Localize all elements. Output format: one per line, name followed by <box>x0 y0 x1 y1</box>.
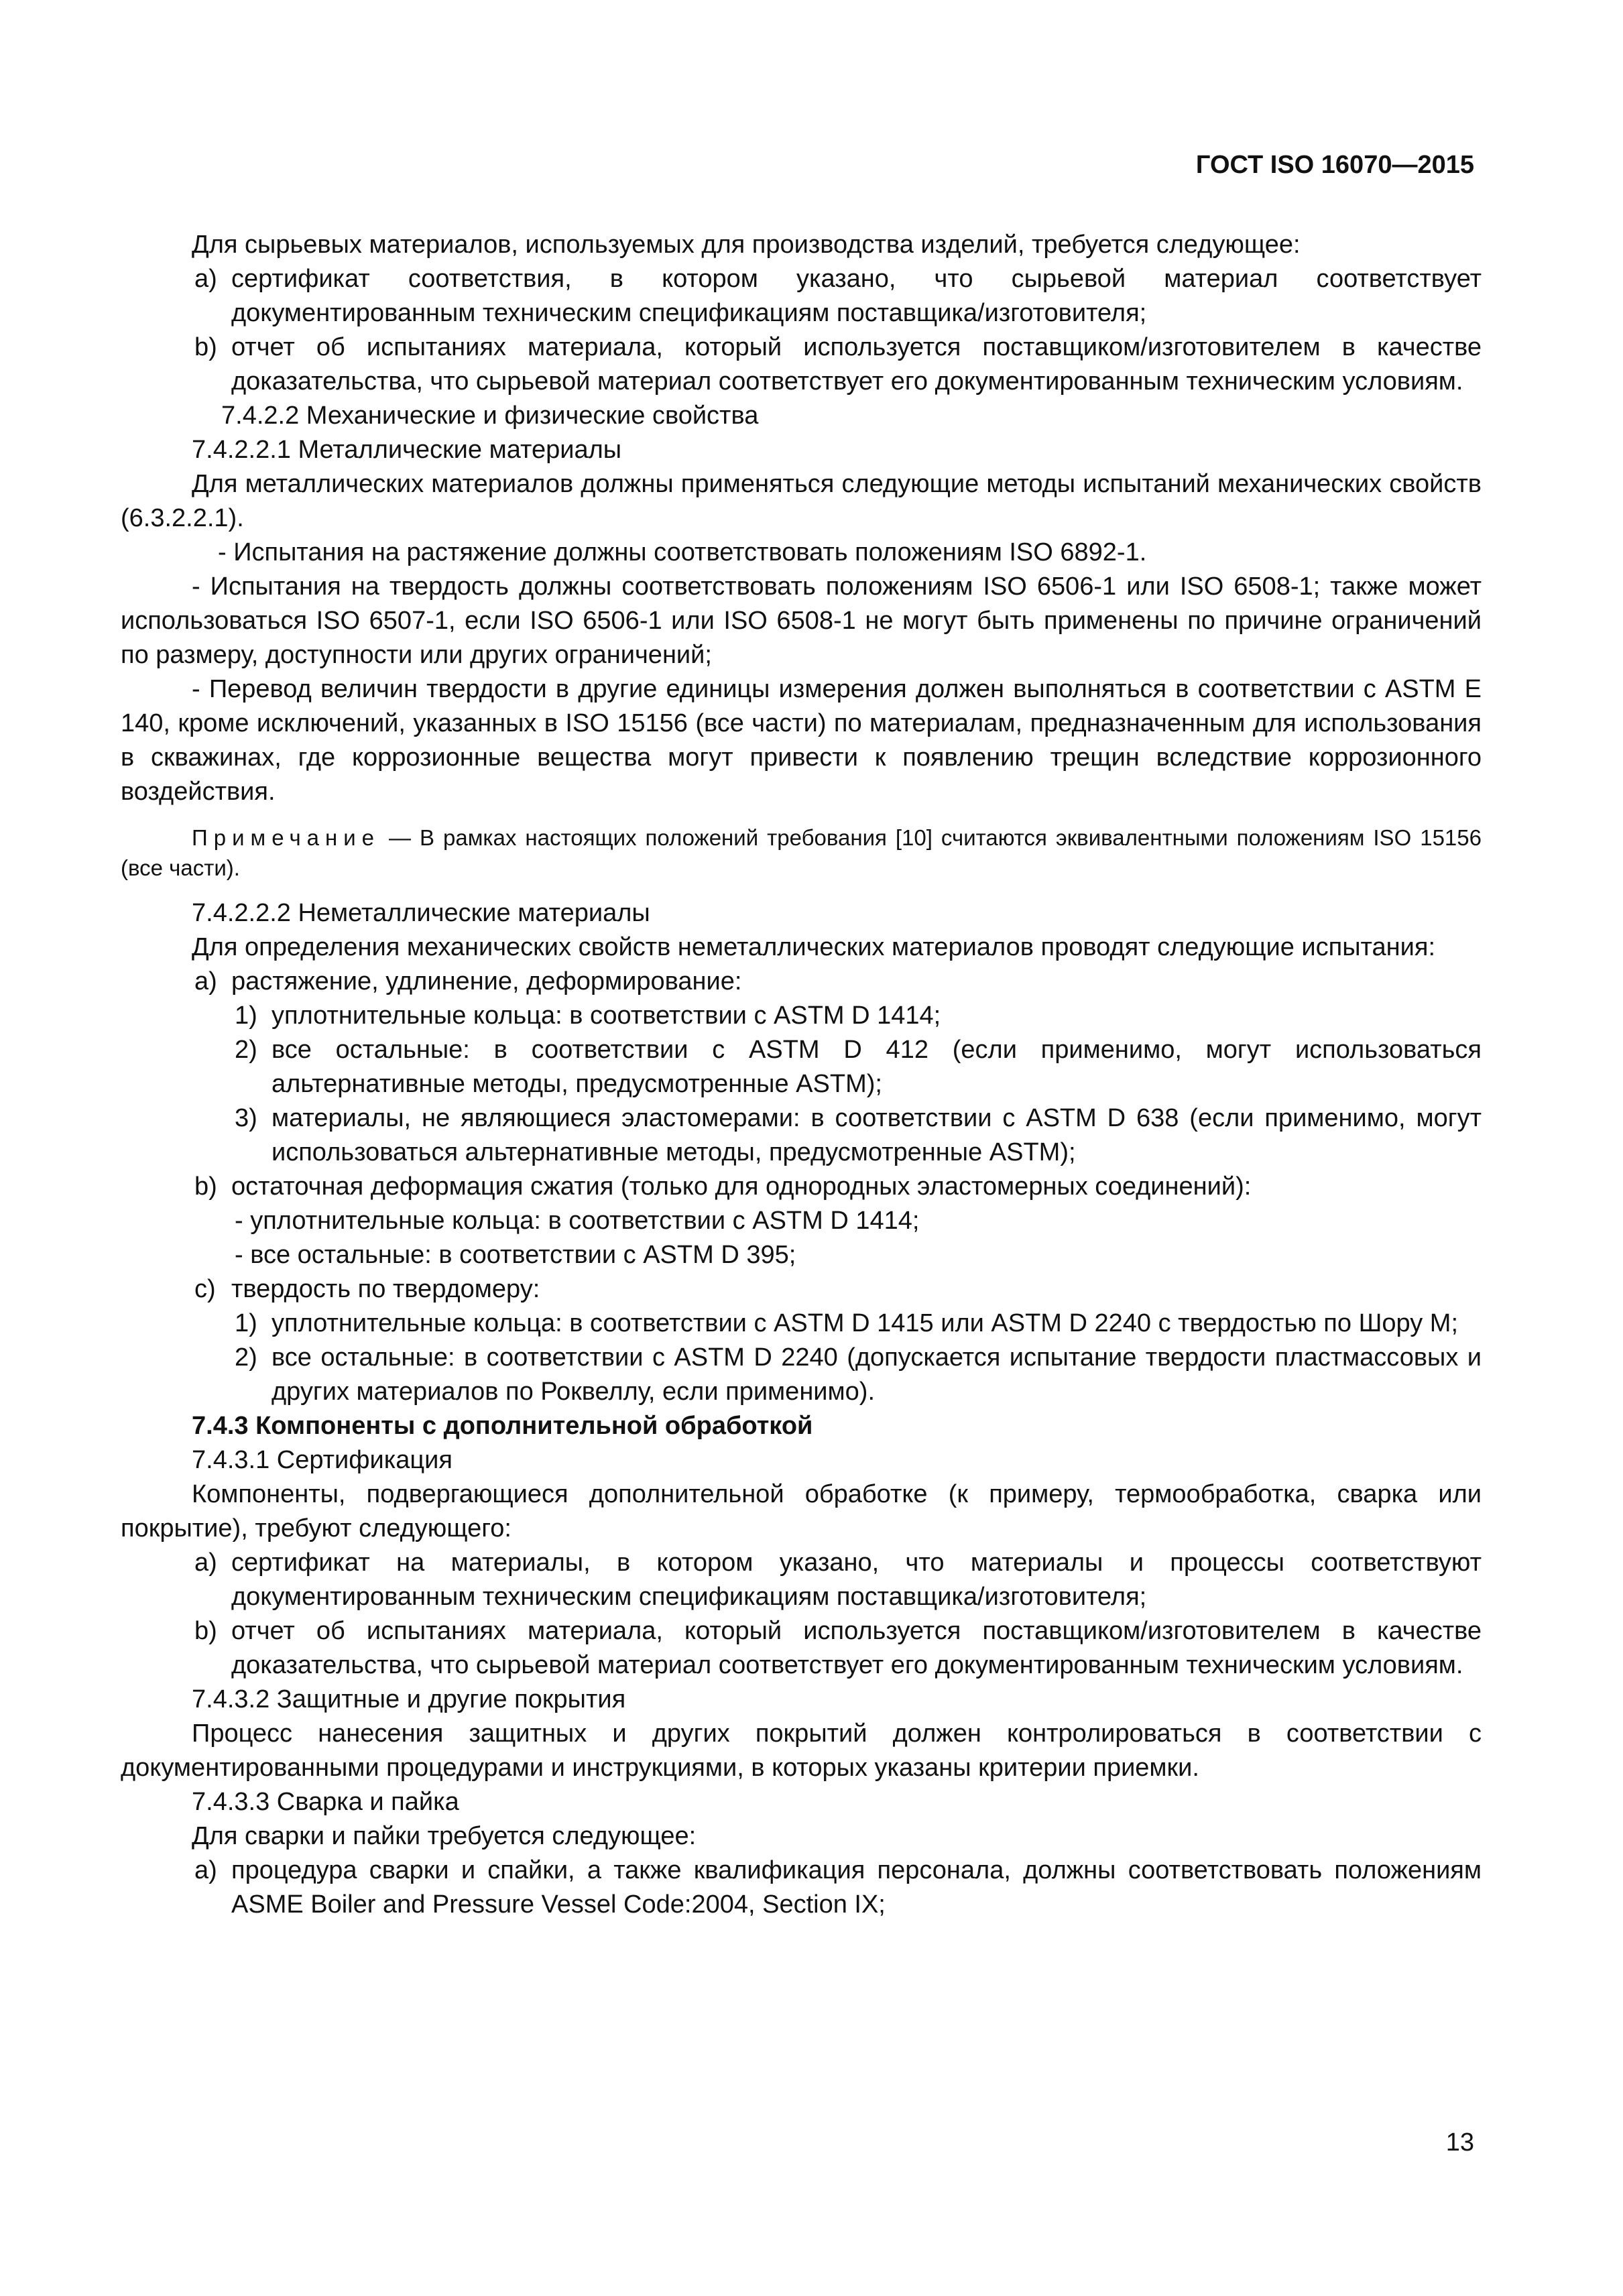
document-header: ГОСТ ISO 16070—2015 <box>1195 151 1474 179</box>
note-text: — В рамках настоящих положений требования [10] считаются эквивалентными положениям ISO 15156 (все части). <box>121 825 1482 880</box>
document-body <box>121 228 1482 1922</box>
list-item <box>121 1272 1482 1307</box>
list-item <box>121 1546 1482 1614</box>
list-item-text: отчет об испытаниях материала, который используется поставщиком/изготовителем в качестве доказательства, что сырьевой материал соответствует его документированным техническим условиям. <box>231 1617 1482 1679</box>
paragraph: Компоненты, подвергающиеся дополнительной обработке (к примеру, термообработка, сварка или покрытие), требуют следующего: <box>121 1480 1482 1543</box>
list-marker: 1) <box>235 1309 257 1337</box>
sublist-item <box>121 999 1482 1033</box>
list-marker: a) <box>194 967 217 995</box>
list-item <box>121 965 1482 999</box>
list-item-text: остаточная деформация сжатия (только для однородных эластомерных соединений): <box>231 1172 1252 1201</box>
dash-paragraph: - Испытания на твердость должны соответствовать положениям ISO 6506-1 или ISO 6508-1; также может использоваться ISO 6507-1, если ISO 6506-1 или ISO 6508-1 не могут быть применены по причине ограничений по размеру, доступности или других ограничений; <box>121 572 1482 669</box>
sublist-item <box>121 1307 1482 1341</box>
list-marker: 2) <box>235 1343 257 1372</box>
subsection-heading: 7.4.3.2 Защитные и другие покрытия <box>192 1685 626 1713</box>
list-item-text: материалы, не являющиеся эластомерами: в соответствии с ASTM D 638 (если применимо, могут использоваться альтернативные методы, предусмотренные ASTM); <box>272 1104 1482 1166</box>
dash-paragraph: - Перевод величин твердости в другие единицы измерения должен выполняться в соответствии с ASTM E 140, кроме исключений, указанных в ISO 15156 (все части) по материалам, предназначенным для использования в скважинах, где коррозионные вещества могут привести к появлению трещин вследствие коррозионного воздействия. <box>121 675 1482 806</box>
sublist-item <box>121 1033 1482 1101</box>
list-item-text: твердость по твердомеру: <box>231 1275 540 1303</box>
list-item <box>121 262 1482 330</box>
page-number: 13 <box>1445 2128 1474 2157</box>
dash-item: - Испытания на растяжение должны соответствовать положениям ISO 6892-1. <box>218 538 1147 566</box>
list-marker: c) <box>194 1275 216 1303</box>
sublist-item <box>121 1341 1482 1409</box>
list-item-text: отчет об испытаниях материала, который используется поставщиком/изготовителем в качестве доказательства, что сырьевой материал соответствует его документированным техническим условиям. <box>231 333 1482 396</box>
list-marker: 2) <box>235 1036 257 1064</box>
subsection-heading: 7.4.3.1 Сертификация <box>192 1446 453 1474</box>
paragraph: Для определения механических свойств неметаллических материалов проводят следующие испытания: <box>192 933 1436 961</box>
list-item-text: все остальные: в соответствии с ASTM D 2240 (допускается испытание твердости пластмассовых и других материалов по Роквеллу, если применимо). <box>272 1343 1482 1406</box>
list-marker: a) <box>194 1549 217 1577</box>
list-item-text: все остальные: в соответствии с ASTM D 412 (если применимо, могут использоваться альтернативные методы, предусмотренные ASTM); <box>272 1036 1482 1098</box>
list-marker: a) <box>194 265 217 293</box>
note <box>121 823 1482 883</box>
list-item-text: уплотнительные кольца: в соответствии с ASTM D 1414; <box>272 1002 941 1030</box>
paragraph: Для металлических материалов должны применяться следующие методы испытаний механических свойств (6.3.2.2.1). <box>121 470 1482 532</box>
section-heading: 7.4.2.2 Механические и физические свойства <box>221 402 759 430</box>
list-item-text: растяжение, удлинение, деформирование: <box>231 967 742 995</box>
list-marker: 1) <box>235 1002 257 1030</box>
dash-item: - все остальные: в соответствии с ASTM D 395; <box>235 1241 796 1269</box>
subsection-heading: 7.4.2.2.2 Неметаллические материалы <box>192 899 650 927</box>
list-marker: b) <box>194 1617 217 1645</box>
list-marker: a) <box>194 1856 217 1884</box>
note-label: Примечание <box>192 825 381 850</box>
list-item-text: сертификат на материалы, в котором указано, что материалы и процессы соответствуют документированным техническим спецификациям поставщика/изготовителя; <box>231 1549 1482 1611</box>
list-item-text: процедура сварки и спайки, а также квалификация персонала, должны соответствовать положениям ASME Boiler and Pressure Vessel Code:2004, Section IX; <box>231 1856 1482 1919</box>
subsection-heading: 7.4.2.2.1 Металлические материалы <box>192 436 622 464</box>
paragraph: Для сварки и пайки требуется следующее: <box>192 1822 697 1850</box>
list-item <box>121 1614 1482 1683</box>
list-item-text: сертификат соответствия, в котором указано, что сырьевой материал соответствует документированным техническим спецификациям поставщика/изготовителя; <box>231 265 1482 327</box>
list-item <box>121 1854 1482 1922</box>
dash-item: - уплотнительные кольца: в соответствии с ASTM D 1414; <box>235 1207 920 1235</box>
subsection-heading: 7.4.3.3 Сварка и пайка <box>192 1788 459 1816</box>
section-heading: 7.4.3 Компоненты с дополнительной обработкой <box>192 1412 813 1440</box>
paragraph: Для сырьевых материалов, используемых для производства изделий, требуется следующее: <box>192 231 1301 259</box>
list-marker: b) <box>194 333 217 361</box>
paragraph: Процесс нанесения защитных и других покрытий должен контролироваться в соответствии с документированными процедурами и инструкциями, в которых указаны критерии приемки. <box>121 1719 1482 1782</box>
list-item <box>121 330 1482 399</box>
list-marker: 3) <box>235 1104 257 1132</box>
list-marker: b) <box>194 1172 217 1201</box>
list-item-text: уплотнительные кольца: в соответствии с ASTM D 1415 или ASTM D 2240 с твердостью по Шору М; <box>272 1309 1459 1337</box>
sublist-item <box>121 1101 1482 1170</box>
list-item <box>121 1170 1482 1204</box>
